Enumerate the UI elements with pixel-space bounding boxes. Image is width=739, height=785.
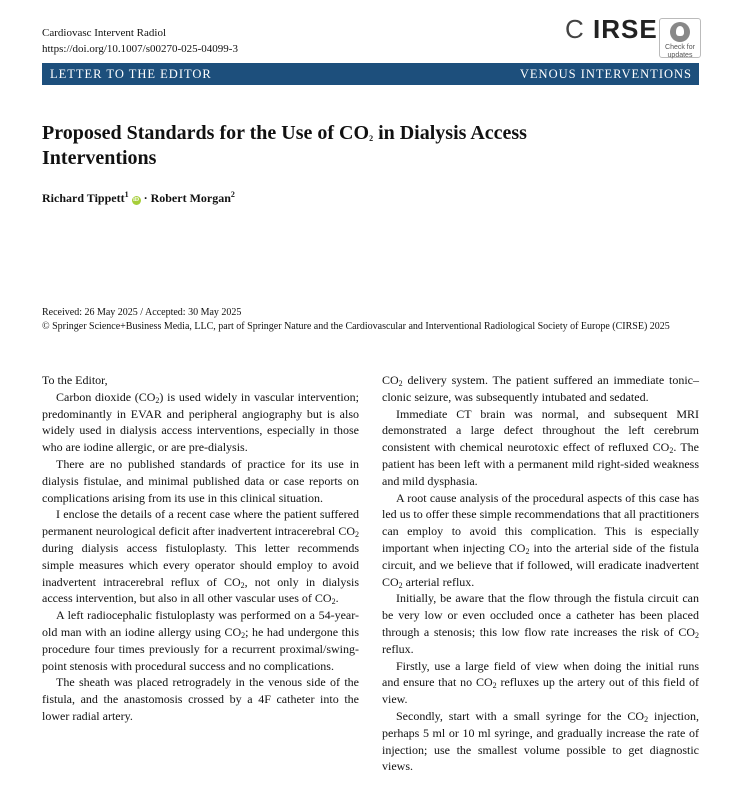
- check-for-updates-badge[interactable]: Check for updates: [659, 18, 701, 58]
- paragraph: Secondly, start with a small syringe for the $CO_2$ injection, perhaps 5 ml or 10 ml syringe, and gradually increase the rate of injection; use the smallest volume possible to get diagnostic views.: [382, 708, 699, 774]
- cirse-logo: C IRSE: [565, 14, 658, 44]
- paragraph: Immediate CT brain was normal, and subsequent MRI demonstrated a large defect throughout the left cerebrum consistent with chemical neurotoxic effect of refluxed $CO_2$. The patient has been left with a permanent mild right-sided weakness and mild dysphasia.: [382, 406, 699, 488]
- banner-right-label: VENOUS INTERVENTIONS: [519, 67, 692, 81]
- salutation: To the Editor,: [42, 373, 108, 387]
- author-name[interactable]: Richard Tippett: [42, 191, 125, 205]
- article-type-banner: [42, 63, 699, 85]
- paragraph: I enclose the details of a recent case where the patient suffered permanent neurological deficit after inadvertent intracerebral $CO_2$ during dialysis access fistuloplasty. This letter recommends simple measures which every operator should employ to avoid inadvertent intracerebral reflux of $CO_2$, not only in dialysis access intervention, but also in all other vascular uses of $CO_2$.: [42, 507, 359, 607]
- banner-left-label: LETTER TO THE EDITOR: [50, 67, 212, 81]
- paragraph: A left radiocephalic fistuloplasty was performed on a 54-year-old man with an iodine allergy using $CO_2$; he had undergone this procedure four times previously for a recurrent proximal/swing-point stenosis with procedural success and no complications.: [42, 608, 359, 673]
- author-name[interactable]: Robert Morgan: [150, 191, 231, 205]
- body-column-right: [382, 372, 699, 775]
- orcid-icon[interactable]: iD: [133, 197, 140, 203]
- dates: Received: 26 May 2025 / Accepted: 30 May 2025: [42, 307, 242, 318]
- paragraph: A root cause analysis of the procedural aspects of this case has led us to offer these simple recommendations that all practitioners can employ to avoid this complication. This is especially important when injecting $CO_2$ into the arterial side of the fistula circuit, and we believe that if followed, will eradicate inadvertent $CO_2$ arterial reflux.: [382, 490, 700, 590]
- paragraph: The sheath was placed retrogradely in the venous side of the fistula, and the anastomosis crossed by a 4F catheter into the lower radial artery.: [42, 675, 359, 723]
- article-title: Proposed Standards for the Use of $CO_2$ in Dialysis Access Interventions: [42, 122, 527, 169]
- paragraph: Carbon dioxide $(CO_2)$ is used widely in vascular intervention; predominantly in EVAR and peripheral angiography but is also widely used in dialysis access interventions, especially in those who are iodine allergic, or are pre-dialysis.: [42, 389, 359, 455]
- paragraph: Firstly, use a large field of view when doing the initial runs and ensure that no $CO_2$ refluxes up the artery out of this field of view.: [382, 658, 699, 707]
- paragraph: $CO_2$ delivery system. The patient suffered an immediate tonic–clonic seizure, was subsequently intubated and sedated.: [382, 373, 699, 404]
- copyright: © Springer Science+Business Media, LLC, part of Springer Nature and the Cardiovascular and Interventional Radiological Society of Europe (CIRSE) 2025: [42, 320, 670, 332]
- paragraph: Initially, be aware that the flow through the fistula circuit can be very low or even occluded once a catheter has been placed through a stenosis; this low flow rate increases the risk of $CO_2$ reflux.: [382, 591, 699, 656]
- bookmark-icon: [670, 22, 690, 42]
- doi-link[interactable]: https://doi.org/10.1007/s00270-025-04099-3: [42, 43, 238, 55]
- journal-header: [42, 25, 238, 57]
- article-meta: [42, 306, 702, 333]
- author-list: Richard Tippett$^1$ iD · Robert Morgan$^2$: [42, 190, 235, 205]
- body-column-left: [42, 372, 359, 725]
- journal-name: Cardiovasc Intervent Radiol: [42, 27, 167, 39]
- paragraph: There are no published standards of practice for its use in dialysis fistulae, and minimal published data or case reports on complications arising from its use in this clinical situation.: [42, 456, 359, 505]
